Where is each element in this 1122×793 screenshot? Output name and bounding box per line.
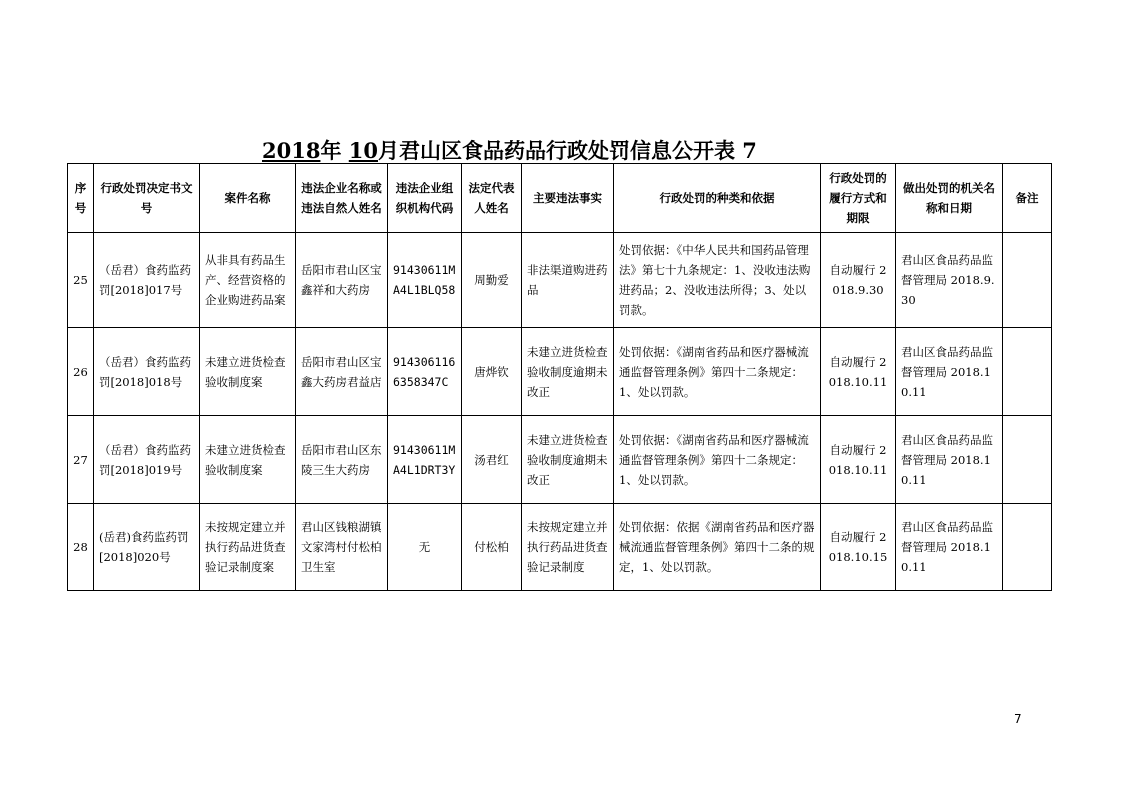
cell-no: 28: [68, 504, 94, 591]
header-cell: 违法企业组织机构代码: [388, 164, 462, 233]
cell-entity: 岳阳市君山区东陵三生大药房: [296, 416, 388, 504]
table-row: [68, 504, 1052, 591]
cell-facts: 未按规定建立并执行药品进货查验记录制度: [522, 504, 614, 591]
cell-doc-no: （岳君）食药监药罚[2018]019号: [94, 416, 200, 504]
cell-entity: 岳阳市君山区宝鑫祥和大药房: [296, 233, 388, 328]
cell-penalty: 处罚依据：《湖南省药品和医疗器械流通监督管理条例》第四十二条规定：1、处以罚款。: [614, 416, 821, 504]
header-cell: 案件名称: [200, 164, 296, 233]
header-cell: 备注: [1003, 164, 1052, 233]
cell-org-code: 9143061166358347C: [388, 328, 462, 416]
header-cell: 主要违法事实: [522, 164, 614, 233]
header-cell: 做出处罚的机关名称和日期: [896, 164, 1003, 233]
penalty-table: [67, 163, 1052, 591]
cell-remark: [1003, 416, 1052, 504]
cell-legal-rep: 唐烨钦: [462, 328, 522, 416]
header-cell: 行政处罚决定书文号: [94, 164, 200, 233]
header-cell: 违法企业名称或违法自然人姓名: [296, 164, 388, 233]
cell-legal-rep: 周勤爱: [462, 233, 522, 328]
header-cell: 法定代表人姓名: [462, 164, 522, 233]
cell-case-name: 未建立进货检查验收制度案: [200, 328, 296, 416]
cell-remark: [1003, 328, 1052, 416]
title-year: 2018: [262, 138, 321, 163]
cell-case-name: 从非具有药品生产、经营资格的企业购进药品案: [200, 233, 296, 328]
cell-authority: 君山区食品药品监督管理局 2018.10.11: [896, 328, 1003, 416]
cell-org-code: 无: [388, 504, 462, 591]
title-rest: 月君山区食品药品行政处罚信息公开表 7: [378, 138, 757, 163]
page-number: 7: [1014, 712, 1022, 726]
cell-penalty: 处罚依据：依据《湖南省药品和医疗器械流通监督管理条例》第四十二条的规定，1、处以罚款。: [614, 504, 821, 591]
cell-entity: 君山区钱粮湖镇文家湾村付松柏卫生室: [296, 504, 388, 591]
cell-fulfillment: 自动履行 2018.10.15: [821, 504, 896, 591]
cell-remark: [1003, 233, 1052, 328]
cell-fulfillment: 自动履行 2018.9.30: [821, 233, 896, 328]
cell-doc-no: （岳君）食药监药罚[2018]017号: [94, 233, 200, 328]
cell-no: 27: [68, 416, 94, 504]
cell-entity: 岳阳市君山区宝鑫大药房君益店: [296, 328, 388, 416]
cell-no: 26: [68, 328, 94, 416]
page-title: [262, 136, 782, 166]
cell-legal-rep: 汤君红: [462, 416, 522, 504]
cell-legal-rep: 付松柏: [462, 504, 522, 591]
cell-doc-no: （岳君）食药监药罚[2018]018号: [94, 328, 200, 416]
cell-fulfillment: 自动履行 2018.10.11: [821, 328, 896, 416]
header-cell: 行政处罚的履行方式和期限: [821, 164, 896, 233]
cell-case-name: 未建立进货检查验收制度案: [200, 416, 296, 504]
header-cell: 序号: [68, 164, 94, 233]
cell-authority: 君山区食品药品监督管理局 2018.10.11: [896, 416, 1003, 504]
cell-doc-no: (岳君)食药监药罚[2018]020号: [94, 504, 200, 591]
cell-fulfillment: 自动履行 2018.10.11: [821, 416, 896, 504]
table-header-row: [68, 164, 1052, 233]
cell-remark: [1003, 504, 1052, 591]
title-year-suffix: 年: [320, 138, 349, 163]
cell-facts: 非法渠道购进药品: [522, 233, 614, 328]
cell-penalty: 处罚依据：《中华人民共和国药品管理法》第七十九条规定：1、没收违法购进药品；2、没收违法所得；3、处以罚款。: [614, 233, 821, 328]
cell-facts: 未建立进货检查验收制度逾期未改正: [522, 328, 614, 416]
cell-authority: 君山区食品药品监督管理局 2018.9.30: [896, 233, 1003, 328]
cell-penalty: 处罚依据：《湖南省药品和医疗器械流通监督管理条例》第四十二条规定：1、处以罚款。: [614, 328, 821, 416]
header-cell: 行政处罚的种类和依据: [614, 164, 821, 233]
table-row: [68, 328, 1052, 416]
cell-case-name: 未按规定建立并执行药品进货查验记录制度案: [200, 504, 296, 591]
table-row: [68, 416, 1052, 504]
table-row: [68, 233, 1052, 328]
title-month: 10: [348, 138, 378, 163]
cell-no: 25: [68, 233, 94, 328]
cell-facts: 未建立进货检查验收制度逾期未改正: [522, 416, 614, 504]
cell-org-code: 91430611MA4L1DRT3Y: [388, 416, 462, 504]
cell-org-code: 91430611MA4L1BLQ58: [388, 233, 462, 328]
cell-authority: 君山区食品药品监督管理局 2018.10.11: [896, 504, 1003, 591]
